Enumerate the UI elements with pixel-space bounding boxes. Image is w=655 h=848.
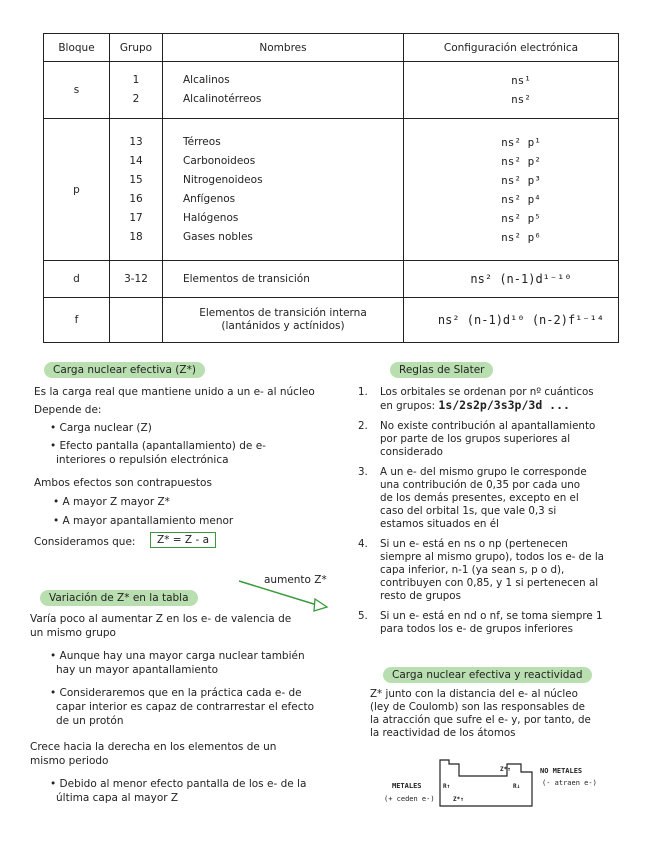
reactividad-line: Z* junto con la distancia del e- al núcleo [370, 688, 578, 700]
grupo-value: 1 [132, 74, 140, 86]
carga-bullet-cont: interiores o repulsión electrónica [56, 454, 229, 466]
table-row [44, 119, 619, 261]
nombre-value: Alcalinotérreos [183, 93, 262, 105]
variacion-bullet: • Consideraremos que en la práctica cada e- de [50, 687, 302, 699]
grupo-value: 15 [129, 173, 143, 186]
carga-bullet: • Efecto pantalla (apantallamiento) de e- [50, 440, 266, 452]
grupo-value: 17 [129, 211, 143, 224]
carga-bullet: • A mayor Z mayor Z* [53, 496, 170, 508]
config-value: ns² p³ [501, 173, 541, 187]
rule-line: estamos situados en él [380, 518, 499, 530]
carga-depende: Depende de: [34, 404, 102, 416]
arrow-label: aumento Z* [264, 574, 327, 586]
variacion-bullet: • Debido al menor efecto pantalla de los e- de la [50, 778, 307, 790]
reactividad-line: la atracción que sufre el e- y, por tanto, de [370, 714, 591, 726]
rule-line: para todos los e- de grupos inferiores [380, 623, 573, 635]
rule-line: por parte de los grupos superiores al [380, 433, 571, 445]
nombre-value: Anfígenos [183, 192, 236, 205]
nombre-value: Térreos [183, 135, 221, 148]
list-item [358, 466, 623, 531]
config-cell [404, 62, 619, 119]
carga-title-pill: Carga nuclear efectiva (Z*) [44, 362, 205, 378]
config-cell [404, 119, 619, 261]
variacion-text: un mismo grupo [30, 627, 116, 639]
periodic-table-sketch [437, 758, 537, 810]
rule-line: contribuyen con 0,85, y 1 si pertenecen al [380, 577, 599, 589]
bloque-cell: d [44, 261, 110, 298]
nombre-value: Gases nobles [183, 230, 253, 243]
config-cell: ns² (n-1)d¹⁰ (n-2)f¹⁻¹⁴ [404, 298, 619, 343]
carga-ambos: Ambos efectos son contrapuestos [34, 477, 212, 489]
carga-consideramos: Consideramos que: [34, 536, 136, 548]
config-cell: ns² (n-1)d¹⁻¹⁰ [404, 261, 619, 298]
slater-rules-list [358, 386, 623, 643]
nombres-cell [163, 62, 404, 119]
nombres-cell [163, 298, 404, 343]
rule-line: caso del orbital 1s, que vale 0,3 si [380, 505, 557, 517]
nombre-value: Elementos de transición interna [199, 307, 367, 319]
variacion-bullet-cont: hay un mayor apantallamiento [56, 664, 219, 676]
list-item [358, 386, 623, 413]
config-value: ns² [511, 93, 531, 106]
rule-number: 3. [358, 466, 368, 478]
variacion-bullet-cont: de un protón [56, 715, 124, 727]
list-item [358, 610, 623, 636]
rule-line: Si un e- está en nd o nf, se toma siempre 1 [380, 610, 603, 622]
reactividad-title-pill: Carga nuclear efectiva y reactividad [383, 667, 592, 683]
config-value: ns² p¹ [501, 135, 541, 149]
nombre-value: (lantánidos y actínidos) [221, 320, 345, 332]
nometales-label: NO METALES [540, 767, 583, 775]
rule-handwritten: 1s/2s2p/3s3p/3d ... [438, 398, 570, 412]
grupo-cell [110, 119, 163, 261]
aumento-arrow-icon [235, 575, 335, 615]
bloque-cell: f [44, 298, 110, 343]
variacion-text: mismo periodo [30, 755, 109, 767]
grupo-cell: 3-12 [110, 261, 163, 298]
rule-number: 1. [358, 386, 368, 398]
config-value: ns² p² [501, 154, 541, 168]
rule-line: Si un e- está en ns o np (pertenecen [380, 538, 568, 550]
table-row [44, 298, 619, 343]
list-item [358, 538, 623, 603]
formula-box: Z* = Z - a [150, 532, 216, 548]
variacion-bullet-cont: capar interior es capaz de contrarrestar el efecto [56, 701, 315, 713]
nombre-value: Halógenos [183, 211, 239, 224]
rule-line: resto de grupos [380, 590, 461, 602]
rule-line: de los demás presentes, excepto en el [380, 492, 579, 504]
configuracion-table [43, 33, 619, 343]
header-nombres: Nombres [163, 34, 404, 62]
nombre-value: Alcalinos [183, 74, 230, 86]
rule-line: capa inferior, n-1 (ya sean s, p o d), [380, 564, 565, 576]
header-grupo: Grupo [110, 34, 163, 62]
grupo-value: 2 [132, 93, 140, 105]
table-row [44, 261, 619, 298]
variacion-bullet: • Aunque hay una mayor carga nuclear también [50, 650, 305, 662]
nombre-value: Carbonoideos [183, 154, 256, 167]
list-item [358, 420, 623, 459]
carga-definition: Es la carga real que mantiene unido a un e- al núcleo [34, 386, 315, 398]
table-row [44, 62, 619, 119]
variacion-text: Crece hacia la derecha en los elementos de un [30, 741, 277, 753]
nombres-cell: Elementos de transición [163, 261, 404, 298]
grupo-value: 16 [129, 192, 143, 205]
config-value: ns¹ [511, 74, 531, 87]
config-value: ns² p⁴ [501, 192, 541, 206]
config-value: ns² p⁶ [501, 230, 541, 244]
rule-number: 4. [358, 538, 368, 550]
bloque-cell: p [44, 119, 110, 261]
table-header-row [44, 34, 619, 62]
rule-line: en grupos: [380, 400, 436, 412]
variacion-title-pill: Variación de Z* en la tabla [40, 590, 198, 606]
rule-line: No existe contribución al apantallamiento [380, 420, 596, 432]
variacion-text: Varía poco al aumentar Z en los e- de valencia de [30, 613, 292, 625]
nometales-sub-label: (- atraen e-) [542, 779, 597, 787]
zeff-left-label: Z*↑ [453, 796, 464, 803]
grupo-value: 13 [129, 135, 143, 148]
carga-bullet: • A mayor apantallamiento menor [53, 515, 234, 527]
metales-sub-label: (+ ceden e-) [384, 795, 435, 803]
bloque-cell: s [44, 62, 110, 119]
zeff-top-label: Z*↑ [500, 766, 511, 773]
rule-line: A un e- del mismo grupo le corresponde [380, 466, 587, 478]
config-value: ns² p⁵ [501, 211, 541, 225]
radio-right-label: R↓ [513, 783, 521, 790]
nombre-value: Nitrogenoideos [183, 173, 263, 186]
rule-number: 2. [358, 420, 368, 432]
carga-bullet: • Carga nuclear (Z) [50, 422, 152, 434]
slater-title-pill: Reglas de Slater [390, 362, 493, 378]
header-configuracion: Configuración electrónica [404, 34, 619, 62]
grupo-cell [110, 62, 163, 119]
grupo-cell [110, 298, 163, 343]
radio-down-label: R↑ [443, 783, 451, 790]
reactividad-text [370, 688, 591, 740]
rule-line: una contribución de 0,35 por cada uno [380, 479, 581, 491]
grupo-value: 14 [129, 154, 143, 167]
header-bloque: Bloque [44, 34, 110, 62]
rule-line: considerado [380, 446, 443, 458]
metales-label: METALES [392, 782, 422, 790]
grupo-value: 18 [129, 230, 143, 243]
nombres-cell [163, 119, 404, 261]
reactividad-line: (ley de Coulomb) son las responsables de [370, 701, 586, 713]
rule-line: Los orbitales se ordenan por nº cuánticos [380, 386, 594, 398]
rule-line: siempre al mismo grupo), todos los e- de la [380, 551, 604, 563]
reactividad-line: la reactividad de los átomos [370, 727, 516, 739]
variacion-bullet-cont: última capa al mayor Z [56, 792, 179, 804]
rule-number: 5. [358, 610, 368, 622]
